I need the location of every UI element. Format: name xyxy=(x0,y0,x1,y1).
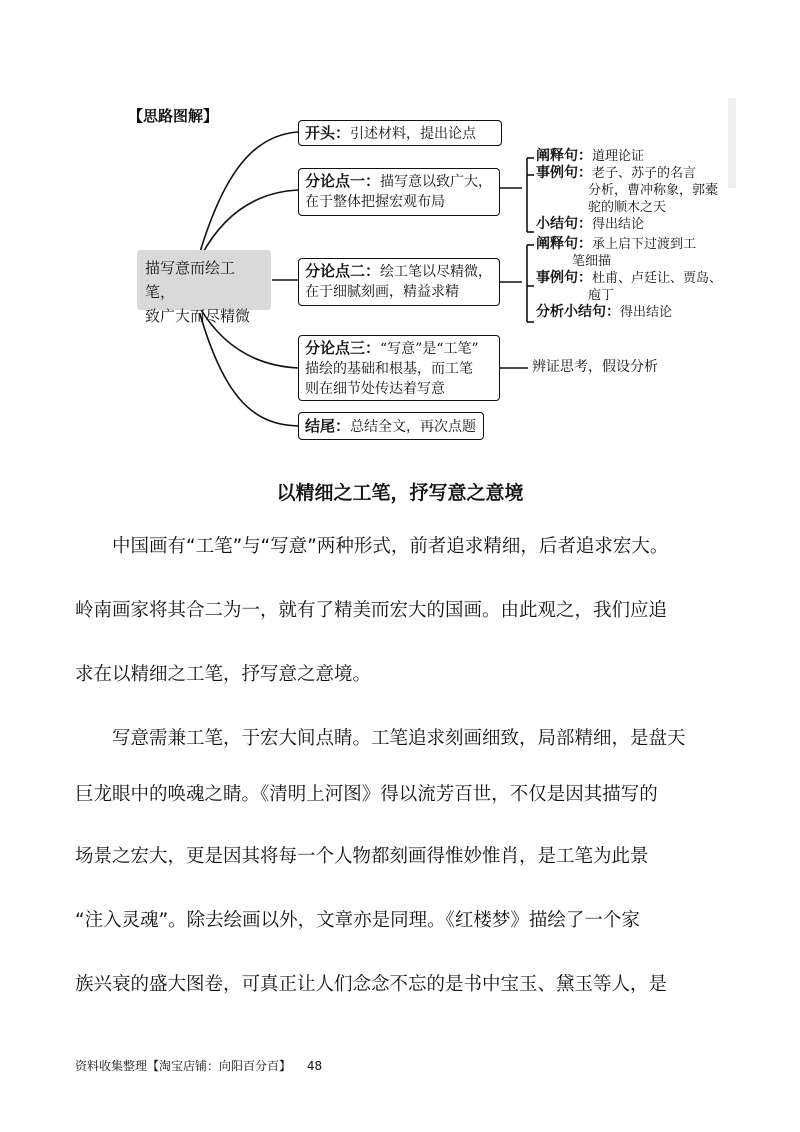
article-line-8: 族兴衰的盛大图卷，可真正让人们念念不忘的是书中宝玉、黛玉等人，是 xyxy=(75,974,668,995)
point1-subs xyxy=(536,148,736,233)
point1-label: 分论点一： xyxy=(305,172,381,190)
p2-s2-text2: 庖丁 xyxy=(588,288,615,303)
p1-s1-label: 阐释句： xyxy=(536,148,592,164)
p2-s3-text: 得出结论 xyxy=(620,305,673,320)
point2-node xyxy=(298,258,500,306)
point2-subs xyxy=(536,236,736,321)
point3-sub: 辨证思考，假设分析 xyxy=(532,359,658,375)
article-line-4: 写意需兼工笔，于宏大间点睛。工笔追求刻画细致，局部精细，是盘天 xyxy=(75,728,686,749)
p2-s2-label: 事例句： xyxy=(536,270,592,286)
p1-s2-text3: 驼的顺木之天 xyxy=(588,200,667,215)
mindmap-tag: 【思路图解】 xyxy=(128,107,219,125)
mind-map xyxy=(0,0,800,460)
point1-node xyxy=(298,168,500,216)
p1-s2-text2: 分析，曹冲称象，郭橐 xyxy=(588,183,719,198)
center-line-1: 描写意而绘工笔， xyxy=(145,259,236,301)
p2-s3-label: 分析小结句： xyxy=(536,304,620,320)
page-footer xyxy=(75,1057,322,1074)
article-line-3: 求在以精细之工笔，抒写意之意境。 xyxy=(75,664,372,685)
article-line-6: 场景之宏大，更是因其将每一个人物都刻画得惟妙惟肖，是工笔为此景 xyxy=(75,846,649,867)
p2-s1-label: 阐释句： xyxy=(536,236,592,252)
p1-s1-text: 道理论证 xyxy=(592,149,645,164)
opening-label: 开头： xyxy=(305,124,351,142)
article-title: 以精细之工笔，抒写意之意境 xyxy=(276,482,524,504)
point3-text1: “写意”是“工笔” xyxy=(380,341,479,357)
point3-text2: 描绘的基础和根基，而工笔 xyxy=(305,361,473,377)
ending-node xyxy=(298,412,484,440)
point2-text1: 绘工笔以尽精微， xyxy=(380,264,493,280)
p1-s2-text1: 老子、苏子的名言 xyxy=(592,166,697,181)
p1-s3-label: 小结句： xyxy=(536,216,592,232)
scan-edge-shadow xyxy=(728,98,736,188)
point2-text2: 在于细腻刻画，精益求精 xyxy=(305,284,459,300)
point1-text1: 描写意以致广大， xyxy=(380,174,493,190)
article-line-5: 巨龙眼中的唤魂之睛。《清明上河图》得以流芳百世，不仅是因其描写的 xyxy=(75,784,658,805)
ending-text: 总结全文，再次点题 xyxy=(350,419,477,435)
point3-text3: 则在细节处传达着写意 xyxy=(305,381,445,397)
point3-label: 分论点三： xyxy=(305,339,381,357)
ending-label: 结尾： xyxy=(305,417,351,435)
p2-s1-text1: 承上启下过渡到工 xyxy=(592,237,697,252)
center-line-2: 致广大而尽精微 xyxy=(145,307,251,325)
p1-s3-text: 得出结论 xyxy=(592,217,645,232)
article-line-7: “注入灵魂”。除去绘画以外，文章亦是同理。《红楼梦》描绘了一个家 xyxy=(75,910,640,931)
point3-node xyxy=(298,335,500,401)
p1-s2-label: 事例句： xyxy=(536,165,592,181)
p2-s1-text2: 笔细描 xyxy=(572,254,612,269)
point1-text2: 在于整体把握宏观布局 xyxy=(305,194,445,210)
footer-text: 资料收集整理【淘宝店铺：向阳百分百】 xyxy=(75,1059,292,1073)
article-line-2: 岭南画家将其合二为一，就有了精美而宏大的国画。由此观之，我们应追 xyxy=(75,600,668,621)
opening-node xyxy=(298,120,502,146)
p2-s2-text1: 杜甫、卢廷让、贾岛、 xyxy=(592,271,723,286)
opening-text: 引述材料，提出论点 xyxy=(350,126,477,142)
mindmap-center-node xyxy=(137,250,271,325)
page-number: 48 xyxy=(306,1059,323,1073)
point2-label: 分论点二： xyxy=(305,262,381,280)
article-line-1: 中国画有“工笔”与“写意”两种形式，前者追求精细，后者追求宏大。 xyxy=(75,536,669,557)
